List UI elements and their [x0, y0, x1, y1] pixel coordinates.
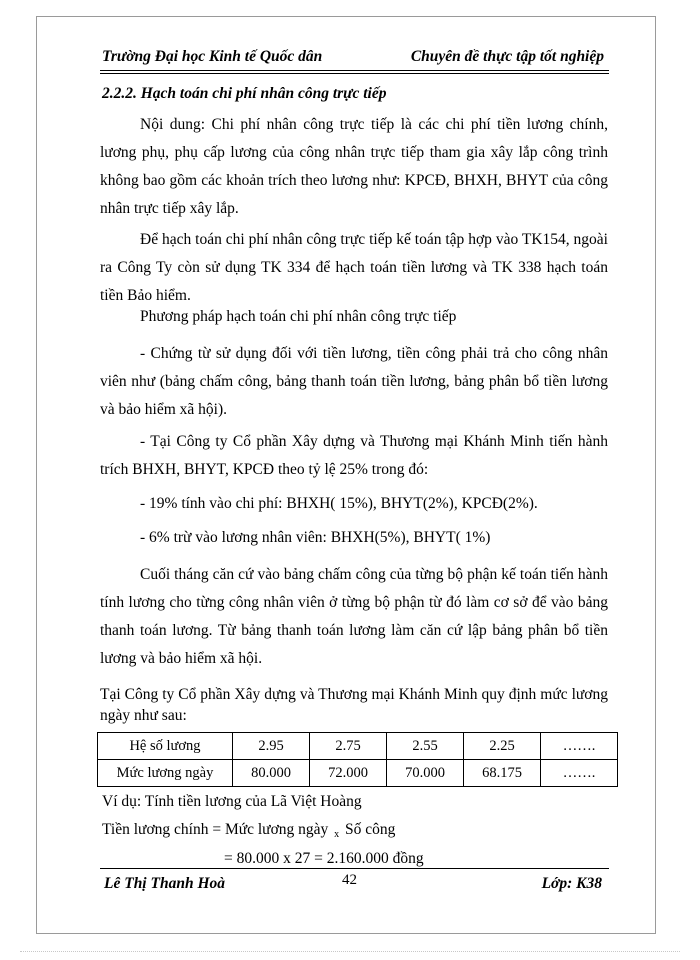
table-cell: 2.95	[233, 733, 310, 760]
table-cell: Mức lương ngày	[98, 760, 233, 787]
daily-wage-table	[97, 732, 618, 787]
table-cell: 72.000	[310, 760, 387, 787]
footer-rule	[100, 868, 609, 869]
table-cell: 80.000	[233, 760, 310, 787]
paragraph-documents: - Chứng từ sử dụng đối với tiền lương, tiền công phải trả cho công nhân viên như (bảng chấm công, bảng thanh toán tiền lương, bảng phân bổ tiền lương và bảo hiểm xã hội).	[100, 345, 608, 418]
table-cell: 2.75	[310, 733, 387, 760]
paragraph-month-end: Cuối tháng căn cứ vào bảng chấm công của từng bộ phận kế toán tiến hành tính lương cho từng công nhân viên ở từng bộ phận từ đó làm cơ sở để vào bảng thanh toán lương. Từ bảng thanh toán lương làm căn cứ lập bảng phân bổ tiền lương và bảo hiểm xã hội.	[100, 566, 608, 667]
section-title: 2.2.2. Hạch toán chi phí nhân công trực tiếp	[102, 85, 387, 102]
paragraph-content: Nội dung: Chi phí nhân công trực tiếp là các chi phí tiền lương chính, lương phụ, phụ cấp lương của công nhân trực tiếp tham gia xây lắp công trình không bao gồm các khoản trích theo lương như: KPCĐ, BHXH, BHYT của công nhân trực tiếp xây lắp.	[100, 116, 608, 217]
page-number: 42	[342, 872, 357, 888]
header-right: Chuyên đề thực tập tốt nghiệp	[410, 48, 604, 65]
footer-author: Lê Thị Thanh Hoà	[104, 875, 226, 892]
table-cell: …….	[541, 733, 618, 760]
formula-right: Số công	[345, 821, 396, 838]
example-formula	[102, 821, 395, 840]
example-title: Ví dụ: Tính tiền lương của Lã Việt Hoàng	[102, 793, 362, 810]
header-rule-2	[100, 73, 609, 74]
formula-multiply: x	[334, 829, 340, 840]
table-cell: 2.55	[387, 733, 464, 760]
footer-class: Lớp: K38	[541, 875, 602, 892]
paragraph-method: Phương pháp hạch toán chi phí nhân công trực tiếp	[140, 308, 457, 325]
table-cell: …….	[541, 760, 618, 787]
paragraph-accounts: Để hạch toán chi phí nhân công trực tiếp kế toán tập hợp vào TK154, ngoài ra Công Ty còn sử dụng TK 334 để hạch toán tiền lương và TK 338 hạch toán tiền Bảo hiểm.	[100, 231, 608, 304]
table-cell: 70.000	[387, 760, 464, 787]
header-left: Trường Đại học Kinh tế Quốc dân	[102, 48, 323, 65]
example-calculation: = 80.000 x 27 = 2.160.000 đồng	[224, 850, 424, 867]
table-cell: Hệ số lương	[98, 733, 233, 760]
paragraph-expense-share: - 19% tính vào chi phí: BHXH( 15%), BHYT(2%), KPCĐ(2%).	[140, 495, 538, 512]
table-cell: 68.175	[464, 760, 541, 787]
paragraph-contribution-rate: - Tại Công ty Cổ phần Xây dựng và Thương mại Khánh Minh tiến hành trích BHXH, BHYT, KPCĐ theo tỷ lệ 25% trong đó:	[100, 433, 608, 478]
header-rule	[100, 70, 609, 71]
table-row	[98, 733, 618, 760]
table-cell: 2.25	[464, 733, 541, 760]
paragraph-employee-share: - 6% trừ vào lương nhân viên: BHXH(5%), BHYT( 1%)	[140, 529, 491, 546]
table-row	[98, 760, 618, 787]
bottom-divider	[20, 951, 680, 952]
paragraph-daily-wage-intro: Tại Công ty Cổ phần Xây dựng và Thương mại Khánh Minh quy định mức lương ngày như sau:	[100, 686, 608, 724]
formula-left: Tiền lương chính = Mức lương ngày	[102, 821, 329, 838]
